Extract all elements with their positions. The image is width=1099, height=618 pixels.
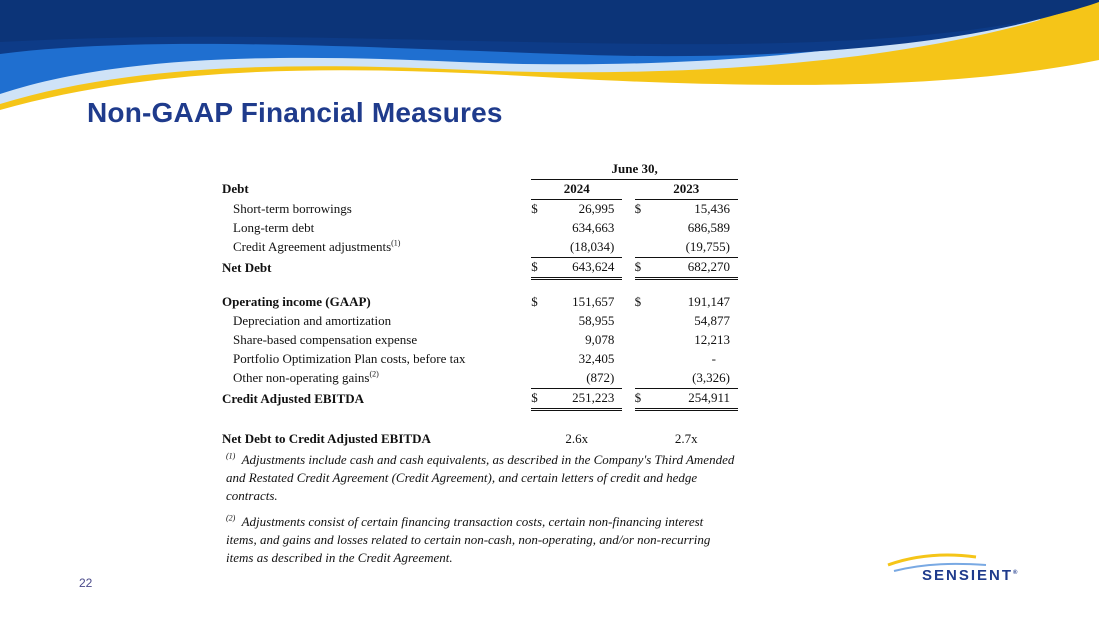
row-label: Operating income (GAAP) — [222, 294, 371, 309]
row-label: Short-term borrowings — [233, 200, 352, 216]
value-2024: 2.6x — [565, 431, 589, 446]
row-label: Other non-operating gains$^{(2)}$ — [233, 369, 379, 386]
currency-symbol: $ — [531, 201, 538, 216]
value-2023: 54,877 — [694, 313, 730, 328]
value-2024: 9,078 — [585, 332, 615, 347]
value-2023: 682,270 — [644, 258, 738, 279]
sensient-logo: SENSIENT® — [922, 567, 1018, 584]
currency-symbol: $ — [634, 294, 642, 309]
row-label: Net Debt to Credit Adjusted EBITDA — [222, 431, 431, 446]
value-2023: 12,213 — [694, 332, 730, 347]
value-2023: 686,589 — [687, 220, 730, 235]
page-number: 22 — [79, 576, 93, 590]
value-2023: (19,755) — [644, 238, 738, 258]
value-2024: 643,624 — [541, 258, 623, 279]
footnote-ref-1: (1) — [391, 238, 401, 248]
row-label: Net Debt — [222, 259, 272, 275]
table-row-total — [222, 258, 738, 279]
value-2023: - — [711, 351, 716, 366]
footnote-text: Adjustments consist of certain financing transaction costs, certain non-financing interest items, and gains and losses related to certain non-cash, non-operating, and/or non-recurring items as described in the Credit Agreement. — [226, 514, 711, 565]
table-row-total — [222, 389, 738, 410]
period-header: June 30, — [611, 161, 658, 176]
row-label: Long-term debt — [233, 220, 315, 235]
row-label: Portfolio Optimization Plan costs, before tax — [233, 351, 466, 366]
value-2023: 2.7x — [674, 431, 698, 446]
value-2024: 634,663 — [572, 220, 615, 235]
value-2024: 32,405 — [578, 351, 615, 366]
row-label: Share-based compensation expense — [233, 332, 418, 347]
value-2023: 191,147 — [687, 294, 730, 309]
table-row — [222, 369, 738, 389]
footnote-ref-2: (2) — [369, 369, 379, 379]
value-2024: 251,223 — [541, 389, 623, 410]
table-row-ratio — [222, 430, 738, 449]
debt-heading: Debt — [222, 181, 249, 196]
currency-symbol: $ — [635, 389, 645, 410]
value-2024: (18,034) — [541, 238, 623, 258]
table-row — [222, 350, 738, 369]
table-row — [222, 219, 738, 238]
currency-symbol: $ — [634, 201, 642, 216]
footnote-marker: (2) — [226, 513, 236, 523]
value-2024: (872) — [541, 369, 623, 389]
page-title: Non-GAAP Financial Measures — [87, 97, 503, 128]
row-label: Credit Agreement adjustments$^{(1)}$ — [233, 238, 401, 255]
footnote-marker: (1) — [226, 451, 236, 461]
value-2023: 254,911 — [644, 389, 738, 410]
table-row — [222, 312, 738, 331]
value-2024: 151,657 — [572, 294, 615, 309]
currency-symbol: $ — [531, 389, 541, 410]
table-row — [222, 200, 738, 220]
table-row — [222, 238, 738, 258]
value-2024: 26,995 — [578, 201, 615, 216]
value-2023: (3,326) — [644, 369, 738, 389]
row-label: Credit Adjusted EBITDA — [222, 390, 365, 406]
currency-symbol: $ — [635, 258, 645, 279]
non-gaap-table — [222, 160, 738, 449]
column-header-2024: 2024 — [531, 180, 622, 200]
footnote-text: Adjustments include cash and cash equivalents, as described in the Company's Third Amended and Restated Credit Agreement (Credit Agreement), and certain letters of credit and hedge contracts. — [226, 452, 735, 503]
table-header-row-period — [222, 160, 738, 180]
value-2024: 58,955 — [578, 313, 615, 328]
row-label: Depreciation and amortization — [233, 313, 392, 328]
currency-symbol: $ — [531, 258, 541, 279]
table-row — [222, 293, 738, 312]
table-header-row-years — [222, 180, 738, 200]
value-2023: 15,436 — [694, 201, 730, 216]
table-row — [222, 331, 738, 350]
footnote-2 — [226, 513, 736, 567]
currency-symbol: $ — [531, 294, 538, 309]
column-header-2023: 2023 — [635, 180, 738, 200]
footnote-1 — [226, 451, 736, 505]
